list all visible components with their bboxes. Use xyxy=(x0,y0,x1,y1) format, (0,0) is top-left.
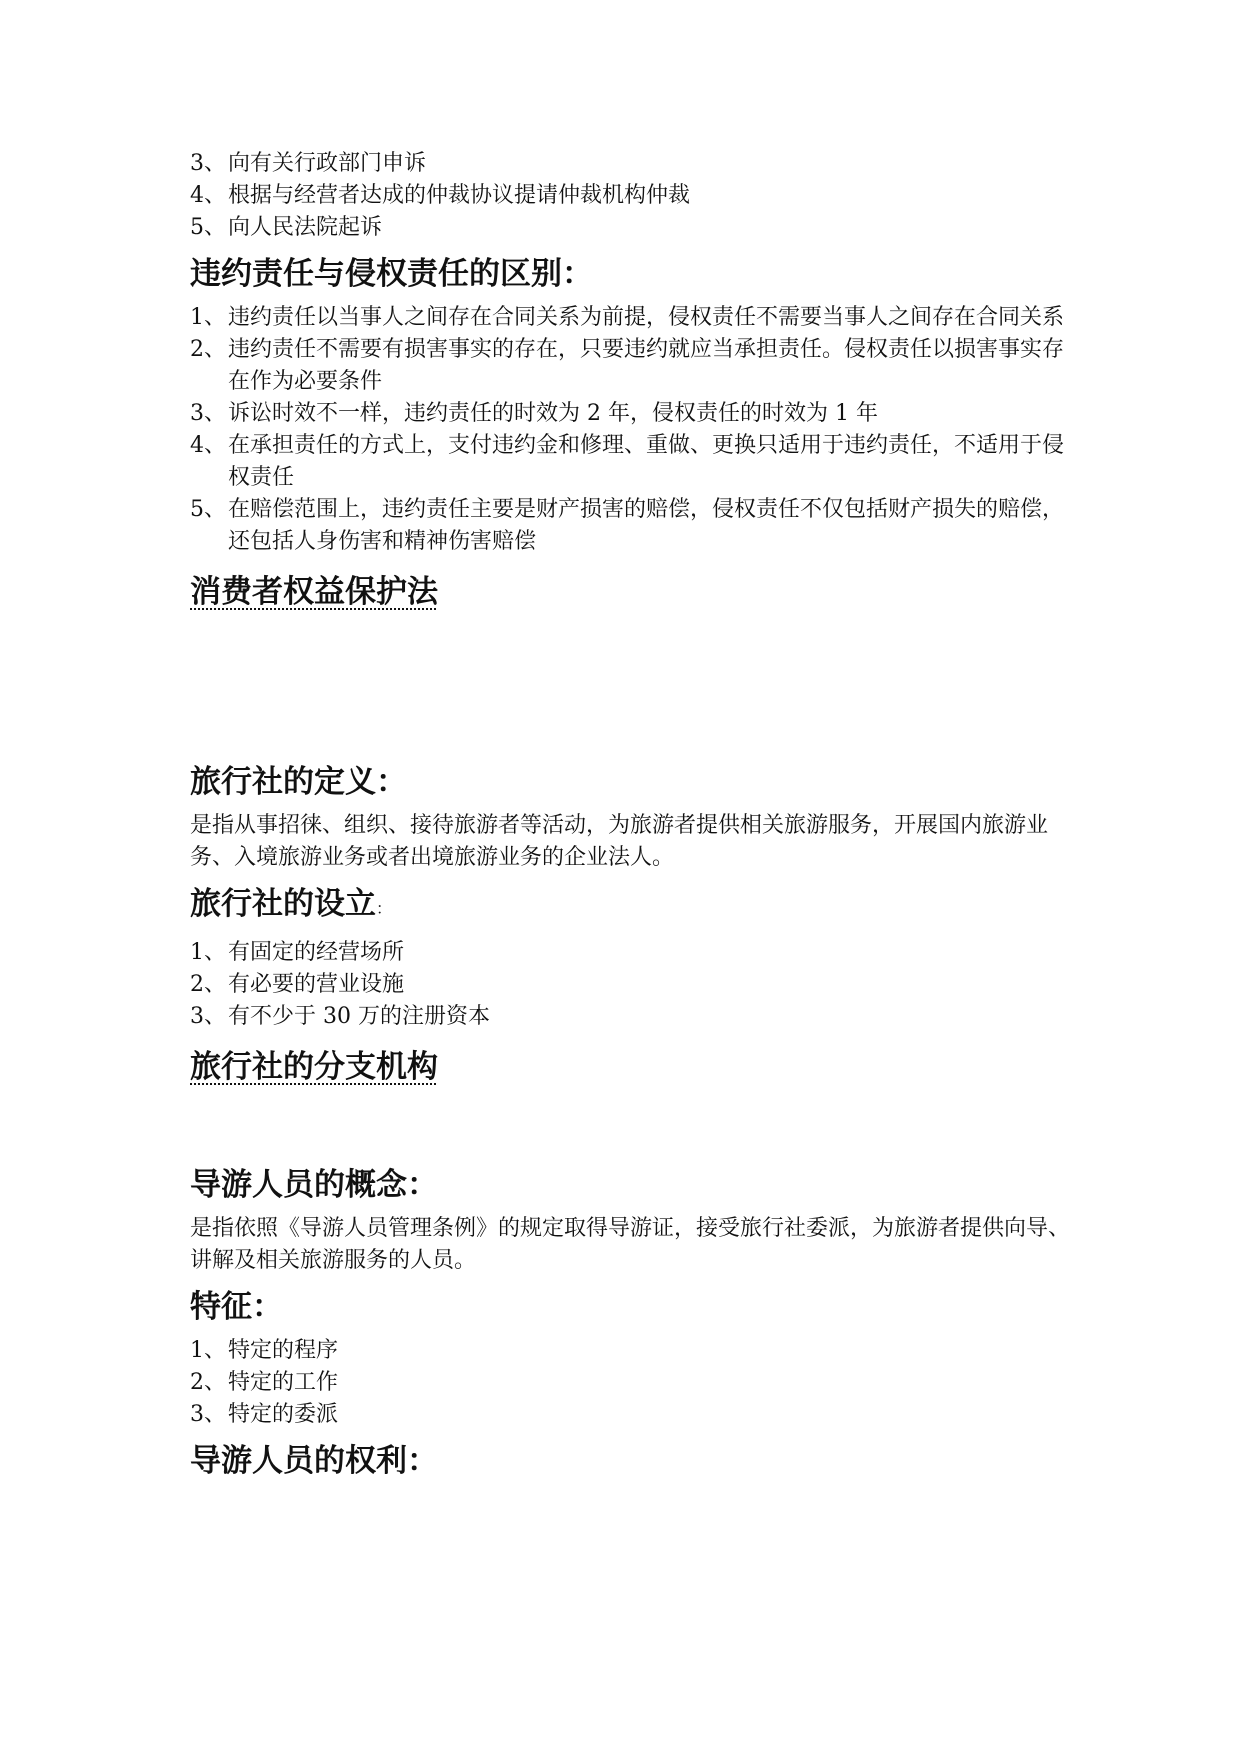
list-item xyxy=(190,430,1070,494)
list-item xyxy=(190,969,1070,1001)
difference-list xyxy=(190,302,1070,558)
list-item-number: 4、 xyxy=(190,433,226,458)
list-item xyxy=(190,1001,1070,1033)
list-item-text: 诉讼时效不一样，违约责任的时效为 2 年，侵权责任的时效为 1 年 xyxy=(228,401,878,426)
list-item xyxy=(190,302,1070,334)
section-heading-consumer-law xyxy=(190,572,1070,612)
list-item xyxy=(190,1335,1070,1367)
list-item-text: 违约责任不需要有损害事实的存在，只要违约就应当承担责任。侵权责任以损害事实存在作为必要条件 xyxy=(228,337,1065,394)
list-item-number: 2、 xyxy=(190,972,226,997)
appeal-list xyxy=(190,148,1070,244)
list-item-number: 5、 xyxy=(190,497,226,522)
list-item-number: 4、 xyxy=(190,183,226,208)
guide-concept-text: 是指依照《导游人员管理条例》的规定取得导游证，接受旅行社委派，为旅游者提供向导、讲解及相关旅游服务的人员。 xyxy=(190,1216,1071,1273)
agency-definition-text: 是指从事招徕、组织、接待旅游者等活动，为旅游者提供相关旅游服务，开展国内旅游业务、入境旅游业务或者出境旅游业务的企业法人。 xyxy=(190,813,1049,870)
list-item-number: 5、 xyxy=(190,215,226,240)
list-item-number: 3、 xyxy=(190,1402,226,1427)
features-list xyxy=(190,1335,1070,1431)
list-item-text: 有固定的经营场所 xyxy=(228,940,405,965)
list-item-text: 特定的程序 xyxy=(228,1338,339,1363)
heading-text: 旅行社的分支机构 xyxy=(190,1049,438,1085)
section-heading-features: 特征： xyxy=(190,1289,283,1325)
heading-text: 旅行社的设立 xyxy=(190,886,376,922)
document-page xyxy=(190,148,1070,1481)
list-item-number: 3、 xyxy=(190,151,226,176)
section-heading-difference: 违约责任与侵权责任的区别： xyxy=(190,256,593,292)
list-item-text: 在赔偿范围上，违约责任主要是财产损害的赔偿，侵权责任不仅包括财产损失的赔偿，还包括人身伤害和精神伤害赔偿 xyxy=(228,497,1065,554)
list-item-number: 2、 xyxy=(190,337,226,362)
list-item-text: 特定的工作 xyxy=(228,1370,339,1395)
list-item-text: 根据与经营者达成的仲裁协议提请仲裁机构仲裁 xyxy=(228,183,691,208)
section-heading-agency-establishment xyxy=(190,884,1070,929)
establishment-list xyxy=(190,937,1070,1033)
list-item xyxy=(190,937,1070,969)
list-item-number: 1、 xyxy=(190,305,226,330)
list-item xyxy=(190,212,1070,244)
list-item xyxy=(190,1367,1070,1399)
list-item-number: 1、 xyxy=(190,1338,226,1363)
list-item-text: 向有关行政部门申诉 xyxy=(228,151,427,176)
list-item-text: 有不少于 30 万的注册资本 xyxy=(228,1004,490,1029)
list-item xyxy=(190,398,1070,430)
list-item xyxy=(190,148,1070,180)
list-item-text: 违约责任以当事人之间存在合同关系为前提，侵权责任不需要当事人之间存在合同关系 xyxy=(228,305,1065,330)
list-item-text: 向人民法院起诉 xyxy=(228,215,383,240)
list-item-text: 特定的委派 xyxy=(228,1402,339,1427)
list-item-number: 3、 xyxy=(190,401,226,426)
list-item-number: 1、 xyxy=(190,940,226,965)
list-item xyxy=(190,180,1070,212)
section-heading-guide-rights: 导游人员的权利： xyxy=(190,1443,438,1479)
list-item-text: 有必要的营业设施 xyxy=(228,972,405,997)
section-heading-agency-branch xyxy=(190,1047,1070,1087)
section-heading-guide-concept: 导游人员的概念： xyxy=(190,1167,438,1203)
section-heading-agency-definition: 旅行社的定义： xyxy=(190,764,407,800)
heading-colon: ： xyxy=(376,899,393,918)
list-item-number: 3、 xyxy=(190,1004,226,1029)
list-item xyxy=(190,334,1070,398)
list-item xyxy=(190,1399,1070,1431)
list-item-text: 在承担责任的方式上，支付违约金和修理、重做、更换只适用于违约责任，不适用于侵权责任 xyxy=(228,433,1065,490)
list-item-number: 2、 xyxy=(190,1370,226,1395)
heading-text: 消费者权益保护法 xyxy=(190,574,438,610)
list-item xyxy=(190,494,1070,558)
